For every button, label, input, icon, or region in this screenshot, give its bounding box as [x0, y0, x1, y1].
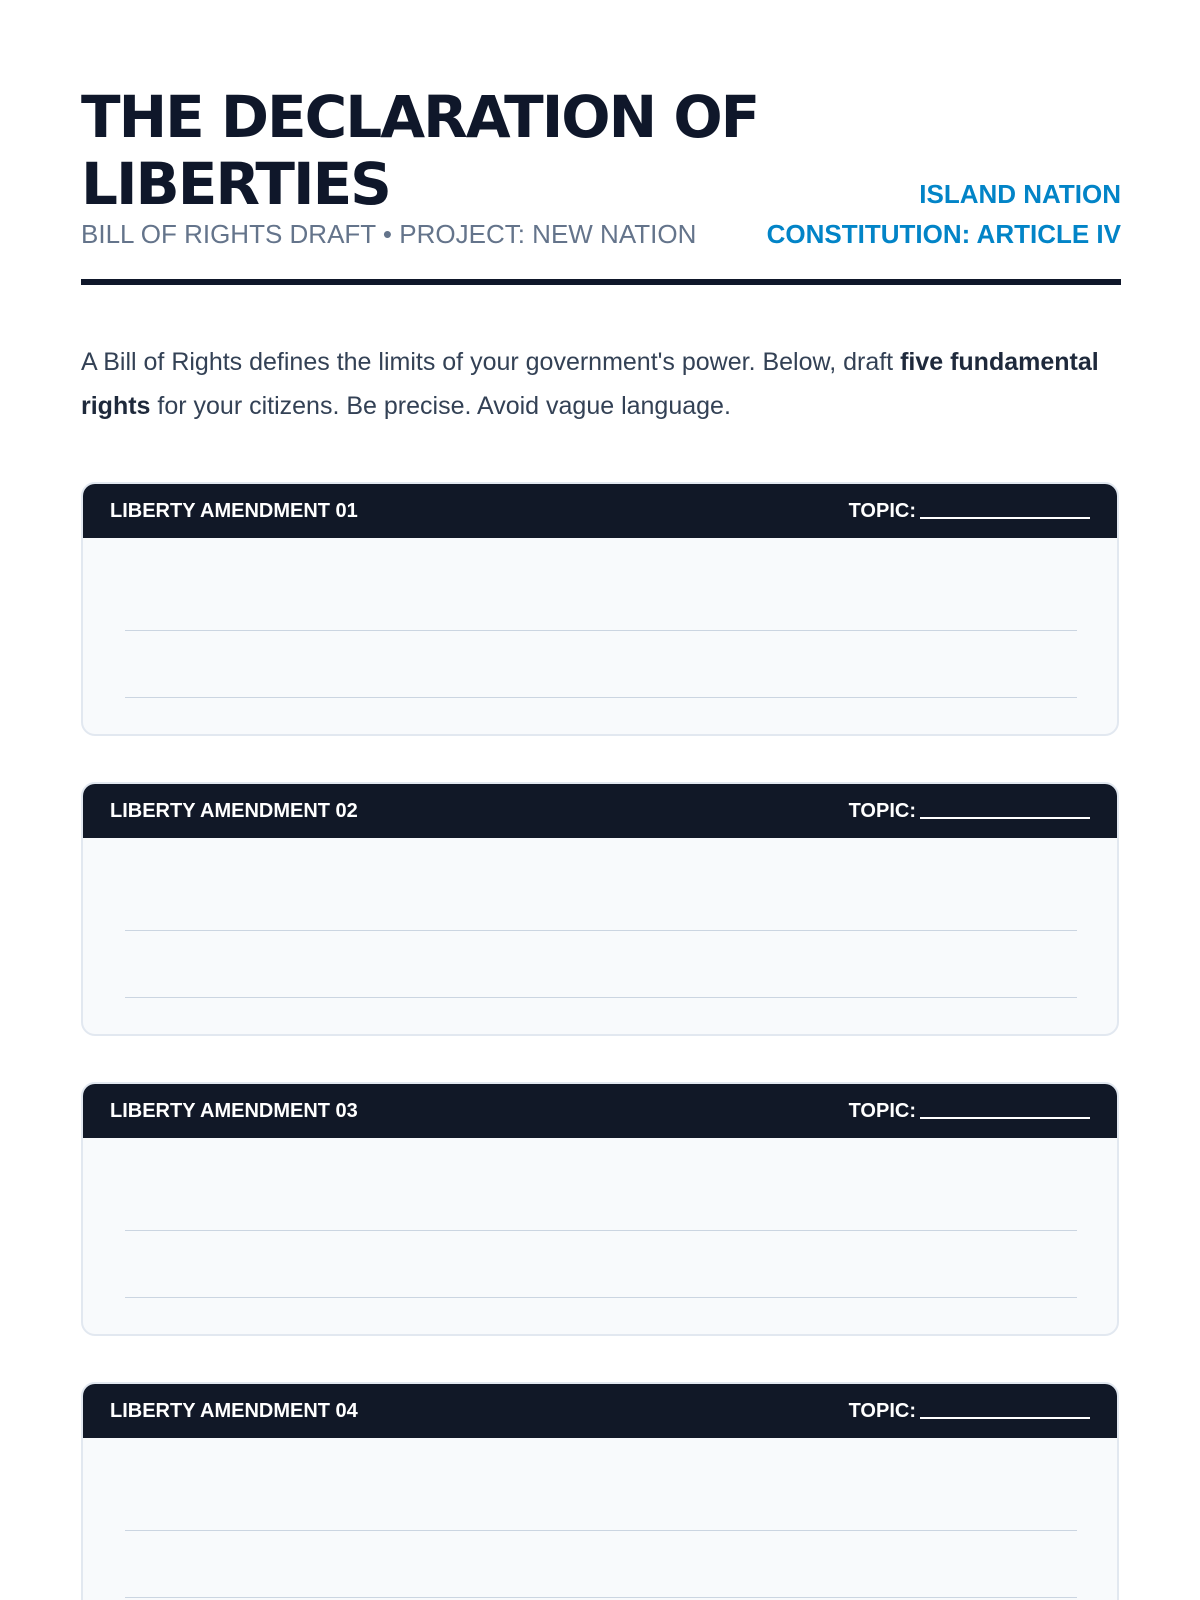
amendment-label: LIBERTY AMENDMENT 02 — [110, 799, 358, 822]
instructions-emphasis: five fundamental rights — [81, 348, 1099, 420]
topic-label: TOPIC: — [848, 499, 916, 522]
header-divider — [81, 279, 1121, 285]
amendment-header — [83, 484, 1117, 538]
topic-label: TOPIC: — [848, 1399, 916, 1422]
meta-article: CONSTITUTION: ARTICLE IV — [766, 219, 1121, 249]
writing-line — [125, 1597, 1077, 1598]
topic-field[interactable] — [849, 800, 1090, 823]
topic-field[interactable] — [849, 500, 1090, 523]
page-subtitle: BILL OF RIGHTS DRAFT • PROJECT: NEW NATION — [81, 219, 697, 249]
instructions — [81, 340, 1121, 428]
amendment-card — [81, 1382, 1119, 1600]
header — [81, 84, 1121, 284]
topic-field[interactable] — [849, 1400, 1090, 1423]
amendment-writing-area[interactable] — [83, 1138, 1117, 1334]
amendment-label: LIBERTY AMENDMENT 04 — [110, 1399, 358, 1422]
amendment-writing-area[interactable] — [83, 538, 1117, 734]
instructions-start: A Bill of Rights defines the limits of your government's power. Below, draft — [81, 348, 901, 376]
amendment-card — [81, 1082, 1119, 1336]
amendment-label: LIBERTY AMENDMENT 03 — [110, 1099, 358, 1122]
topic-blank[interactable] — [920, 1417, 1090, 1419]
writing-line — [125, 1230, 1077, 1231]
amendment-label: LIBERTY AMENDMENT 01 — [110, 499, 358, 522]
amendment-list — [81, 482, 1123, 1600]
page-title: THE DECLARATION OF LIBERTIES — [81, 83, 759, 218]
writing-line — [125, 997, 1077, 998]
topic-blank[interactable] — [920, 1117, 1090, 1119]
writing-line — [125, 1530, 1077, 1531]
topic-blank[interactable] — [920, 517, 1090, 519]
document-meta — [767, 174, 1121, 254]
amendment-header — [83, 1384, 1117, 1438]
topic-label: TOPIC: — [848, 1099, 916, 1122]
instructions-end: for your citizens. Be precise. Avoid vague language. — [150, 392, 731, 420]
amendment-writing-area[interactable] — [83, 838, 1117, 1034]
amendment-writing-area[interactable] — [83, 1438, 1117, 1600]
writing-line — [125, 1297, 1077, 1298]
writing-line — [125, 697, 1077, 698]
amendment-card — [81, 782, 1119, 1036]
topic-label: TOPIC: — [848, 799, 916, 822]
amendment-card — [81, 482, 1119, 736]
writing-line — [125, 930, 1077, 931]
amendment-header — [83, 1084, 1117, 1138]
meta-nation: ISLAND NATION — [919, 179, 1121, 209]
topic-blank[interactable] — [920, 817, 1090, 819]
amendment-header — [83, 784, 1117, 838]
topic-field[interactable] — [849, 1100, 1090, 1123]
writing-line — [125, 630, 1077, 631]
